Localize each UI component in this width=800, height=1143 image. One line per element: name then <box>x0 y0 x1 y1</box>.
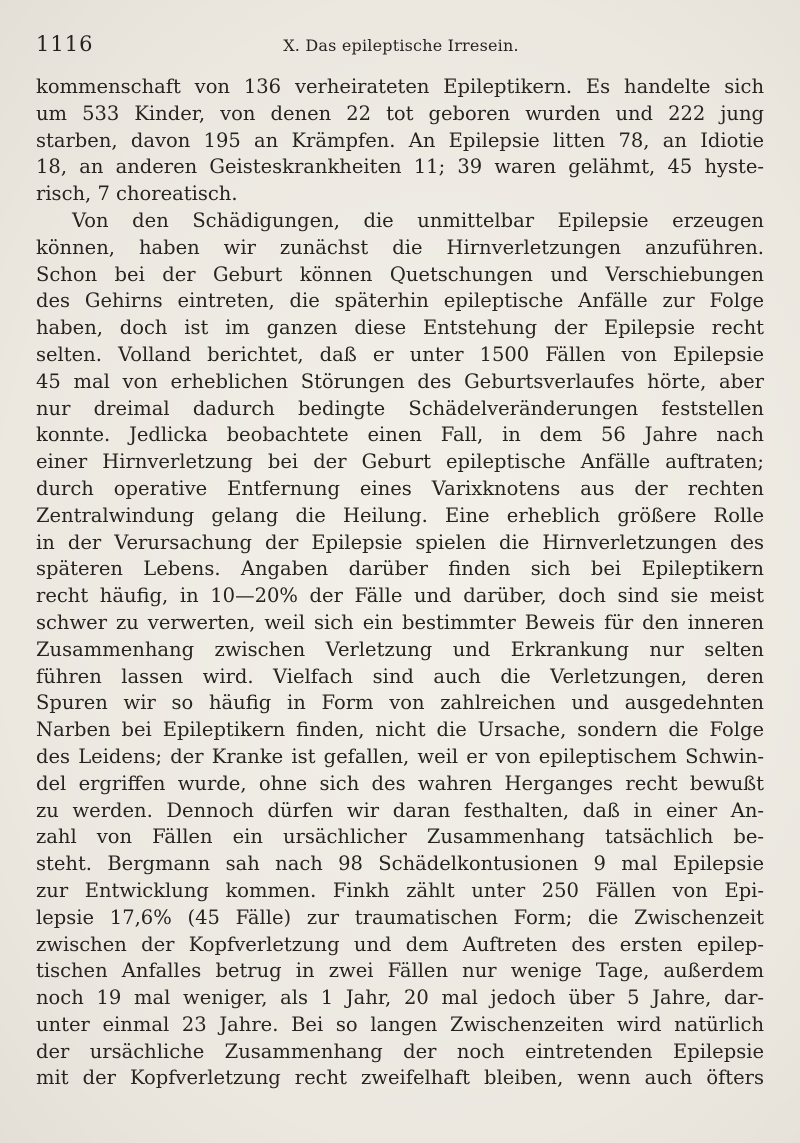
text-line: späteren Lebens. Angaben darüber finden sich bei Epileptikern <box>36 557 764 581</box>
text-line: zwischen der Kopfverletzung und dem Auftreten des ersten epilep- <box>36 932 764 956</box>
text-line: der ursächliche Zusammenhang der noch eintretenden Epilepsie <box>36 1039 764 1063</box>
text-line: 45 mal von erheblichen Störungen des Geburtsverlaufes hörte, aber <box>36 369 764 393</box>
text-line: del ergriffen wurde, ohne sich des wahren Herganges recht bewußt <box>36 771 764 795</box>
text-line: einer Hirnverletzung bei der Geburt epileptische Anfälle auftraten; <box>36 450 764 474</box>
text-line: konnte. Jedlicka beobachtete einen Fall, in dem 56 Jahre nach <box>36 423 764 447</box>
text-line: des Leidens; der Kranke ist gefallen, weil er von epileptischem Schwin- <box>36 744 764 768</box>
text-line: haben, doch ist im ganzen diese Entstehung der Epilepsie recht <box>36 316 764 340</box>
text-line: noch 19 mal weniger, als 1 Jahr, 20 mal jedoch über 5 Jahre, dar- <box>36 986 764 1010</box>
text-line: steht. Bergmann sah nach 98 Schädelkontusionen 9 mal Epilepsie <box>36 852 764 876</box>
paragraph-start-line: Von den Schädigungen, die unmittelbar Epilepsie erzeugen <box>72 208 764 232</box>
paragraph-end-line: risch, 7 choreatisch. <box>36 182 238 206</box>
running-title: X. Das epileptische Irresein. <box>283 36 519 55</box>
page-number: 1116 <box>36 32 94 56</box>
text-line: 18, an anderen Geisteskrankheiten 11; 39 waren gelähmt, 45 hyste- <box>36 155 764 179</box>
text-line: durch operative Entfernung eines Varixknotens aus der rechten <box>36 476 764 500</box>
page-header <box>36 32 766 62</box>
text-line: selten. Volland berichtet, daß er unter 1500 Fällen von Epilepsie <box>36 342 764 366</box>
text-line: zahl von Fällen ein ursächlicher Zusammenhang tatsächlich be- <box>36 825 764 849</box>
text-line: zu werden. Dennoch dürfen wir daran festhalten, daß in einer An- <box>36 798 764 822</box>
body-text <box>36 74 764 1092</box>
text-line: mit der Kopfverletzung recht zweifelhaft bleiben, wenn auch öfters <box>36 1066 764 1090</box>
text-line: zur Entwicklung kommen. Finkh zählt unter 250 Fällen von Epi- <box>36 878 764 902</box>
text-line: Narben bei Epileptikern finden, nicht die Ursache, sondern die Folge <box>36 718 764 742</box>
text-line: des Gehirns eintreten, die späterhin epileptische Anfälle zur Folge <box>36 289 764 313</box>
text-line: führen lassen wird. Vielfach sind auch die Verletzungen, deren <box>36 664 764 688</box>
text-line: recht häufig, in 10—20% der Fälle und darüber, doch sind sie meist <box>36 584 764 608</box>
text-line: starben, davon 195 an Krämpfen. An Epilepsie litten 78, an Idiotie <box>36 128 764 152</box>
text-line: können, haben wir zunächst die Hirnverletzungen anzuführen. <box>36 235 764 259</box>
text-line: Spuren wir so häufig in Form von zahlreichen und ausgedehnten <box>36 691 764 715</box>
text-line: kommenschaft von 136 verheirateten Epileptikern. Es handelte sich <box>36 75 764 98</box>
text-line: unter einmal 23 Jahre. Bei so langen Zwischenzeiten wird natürlich <box>36 1012 764 1036</box>
text-line: in der Verursachung der Epilepsie spielen die Hirnverletzungen des <box>36 530 764 554</box>
text-line: schwer zu verwerten, weil sich ein bestimmter Beweis für den inneren <box>36 610 764 634</box>
text-line: Schon bei der Geburt können Quetschungen und Verschiebungen <box>36 262 764 286</box>
text-line: lepsie 17,6% (45 Fälle) zur traumatischen Form; die Zwischenzeit <box>36 905 764 929</box>
text-line: Zusammenhang zwischen Verletzung und Erkrankung nur selten <box>36 637 764 661</box>
text-line: Zentralwindung gelang die Heilung. Eine erheblich größere Rolle <box>36 503 764 527</box>
text-line: um 533 Kinder, von denen 22 tot geboren wurden und 222 jung <box>36 101 764 125</box>
text-line: nur dreimal dadurch bedingte Schädelveränderungen feststellen <box>36 396 764 420</box>
text-line: tischen Anfalles betrug in zwei Fällen nur wenige Tage, außerdem <box>36 959 764 983</box>
